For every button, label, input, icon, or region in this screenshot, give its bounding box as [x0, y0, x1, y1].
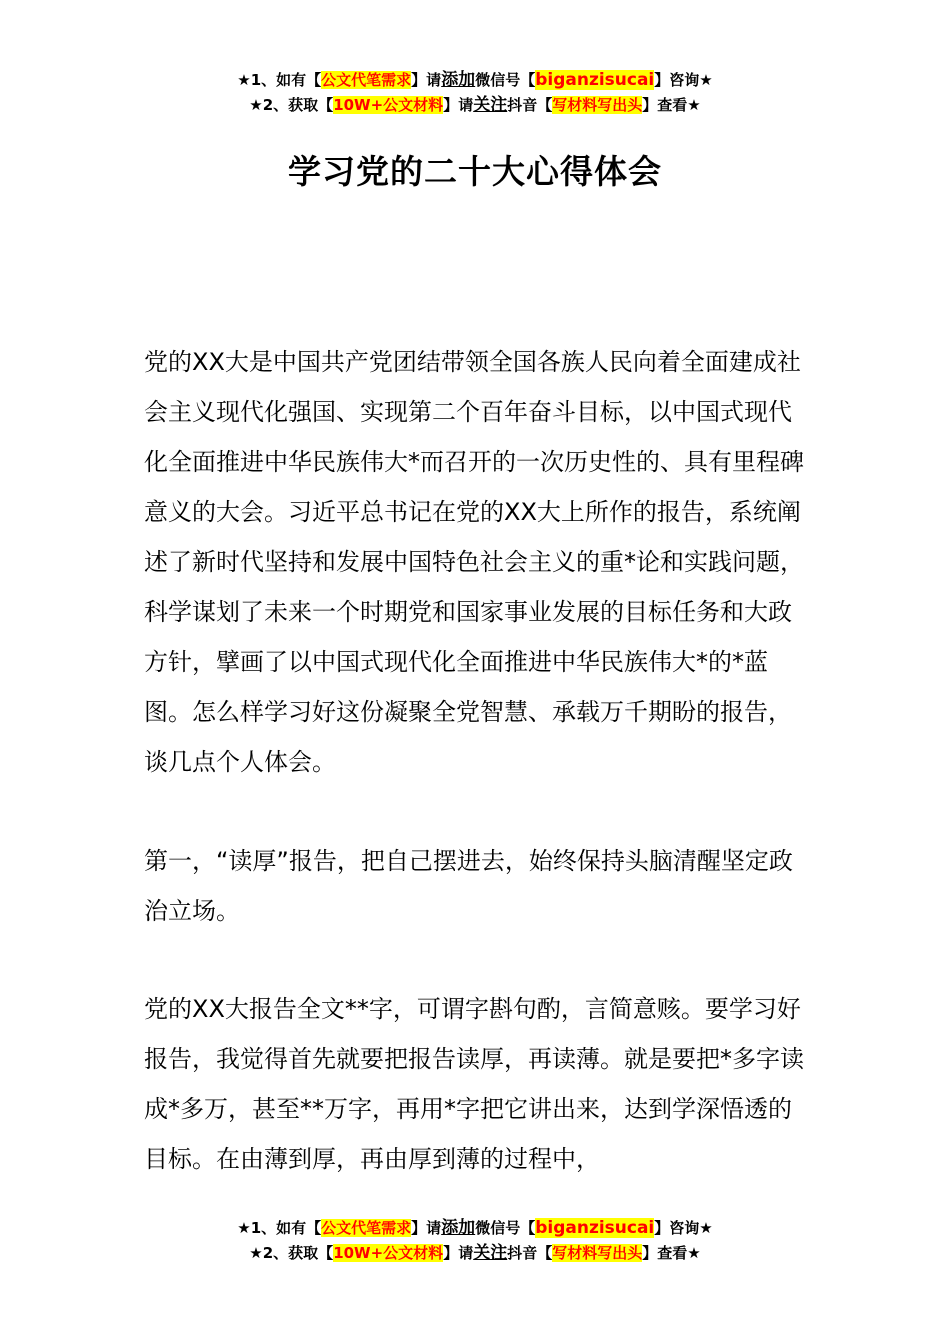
footer-promo-banner: [0, 1216, 950, 1266]
promo-text: 】咨询★: [654, 1219, 713, 1237]
promo-text: 抖音【: [507, 96, 553, 114]
promo-line-1: [0, 68, 950, 93]
paragraph-section-heading: 第一，“读厚”报告，把自己摆进去，始终保持头脑清醒坚定政治立场。: [144, 847, 793, 925]
promo-text: 】请: [443, 1244, 474, 1262]
promo-emphasis: 关注: [473, 1243, 508, 1263]
promo-highlight: 公文代笔需求: [321, 1219, 412, 1237]
promo-emphasis: 添加: [441, 70, 476, 90]
header-promo-banner: [0, 68, 950, 118]
promo-text: 微信号【: [475, 71, 536, 89]
promo-text: ★1、如有【: [237, 1219, 322, 1237]
promo-line-2: [0, 93, 950, 118]
promo-highlight: 公文代笔需求: [321, 71, 412, 89]
promo-text: 】请: [411, 71, 442, 89]
promo-wechat-id: biganzisucai: [535, 70, 655, 90]
promo-text: 】咨询★: [654, 71, 713, 89]
promo-line-2: [0, 1241, 950, 1266]
promo-text: 】查看★: [642, 96, 701, 114]
promo-highlight: 写材料写出头: [552, 1244, 643, 1262]
promo-text: 微信号【: [475, 1219, 536, 1237]
promo-highlight: 10W+公文材料: [333, 96, 444, 114]
document-title: 学习党的二十大心得体会: [288, 152, 662, 191]
promo-text: ★2、获取【: [249, 96, 334, 114]
paragraph-body: 党的XX大报告全文**字，可谓字斟句酌，言简意赅。要学习好报告，我觉得首先就要把报告读厚，再读薄。就是要把*多字读成*多万，甚至**万字，再用*字把它讲出来，达到学深悟透的目标。在由薄到厚，再由厚到薄的过程中，: [144, 995, 804, 1173]
promo-line-1: [0, 1216, 950, 1241]
promo-highlight: 10W+公文材料: [333, 1244, 444, 1262]
promo-text: ★2、获取【: [249, 1244, 334, 1262]
promo-text: 】请: [411, 1219, 442, 1237]
promo-text: 】查看★: [642, 1244, 701, 1262]
paragraph-intro: 党的XX大是中国共产党团结带领全国各族人民向着全面建成社会主义现代化强国、实现第二个百年奋斗目标，以中国式现代化全面推进中华民族伟大*而召开的一次历史性的、具有里程碑意义的大会。习近平总书记在党的XX大上所作的报告，系统阐述了新时代坚持和发展中国特色社会主义的重*论和实践问题，科学谋划了未来一个时期党和国家事业发展的目标任务和大政方针，擘画了以中国式现代化全面推进中华民族伟大*的*蓝图。怎么样学习好这份凝聚全党智慧、承载万千期盼的报告，谈几点个人体会。: [144, 348, 804, 776]
promo-text: ★1、如有【: [237, 71, 322, 89]
promo-text: 抖音【: [507, 1244, 553, 1262]
promo-text: 】请: [443, 96, 474, 114]
promo-emphasis: 关注: [473, 95, 508, 115]
promo-highlight: 写材料写出头: [552, 96, 643, 114]
promo-wechat-id: biganzisucai: [535, 1218, 655, 1238]
promo-emphasis: 添加: [441, 1218, 476, 1238]
